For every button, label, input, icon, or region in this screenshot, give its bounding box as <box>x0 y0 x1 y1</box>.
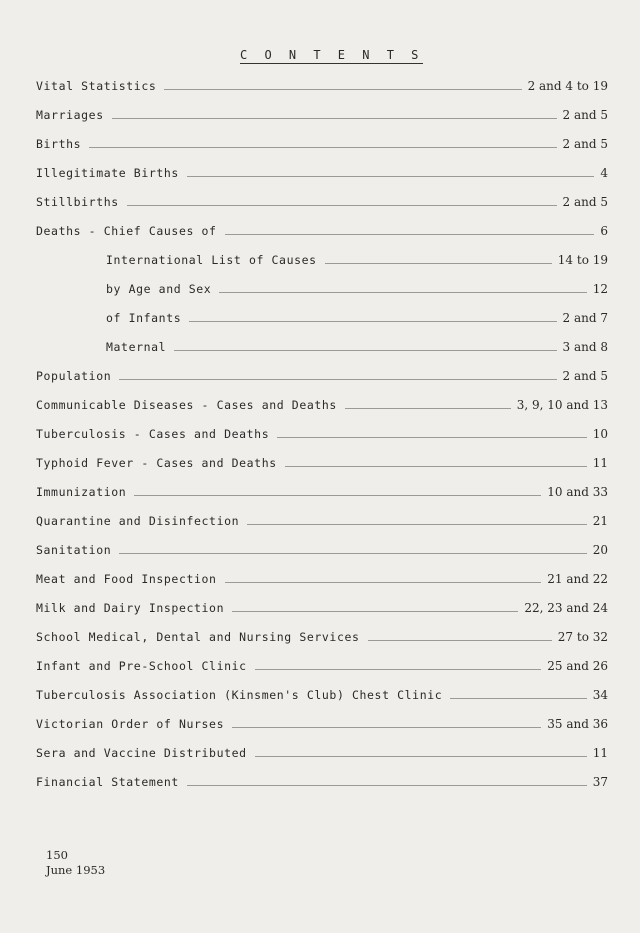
entry-label: School Medical, Dental and Nursing Services <box>36 630 360 644</box>
toc-entry <box>36 395 608 415</box>
toc-entry <box>36 105 608 125</box>
entry-label: Financial Statement <box>36 775 179 789</box>
entry-pages: 3 and 8 <box>562 340 608 354</box>
toc-entry <box>36 76 608 96</box>
entry-pages: 2 and 5 <box>562 195 608 209</box>
dot-leader <box>112 118 557 119</box>
entry-pages: 37 <box>592 775 608 789</box>
entry-pages: 21 <box>592 514 608 528</box>
entry-label: Stillbirths <box>36 195 119 209</box>
entry-pages: 12 <box>592 282 608 296</box>
dot-leader <box>225 234 595 235</box>
entry-label: Vital Statistics <box>36 79 157 93</box>
entry-label: Sanitation <box>36 543 112 557</box>
contents-title: C O N T E N T S <box>240 48 424 62</box>
toc-entry <box>36 453 608 473</box>
entry-label: Milk and Dairy Inspection <box>36 601 225 615</box>
toc-entry <box>36 772 608 792</box>
entry-pages: 34 <box>592 688 608 702</box>
entry-pages: 4 <box>600 166 608 180</box>
toc-entry <box>36 656 608 676</box>
entry-pages: 14 to 19 <box>557 253 608 267</box>
entry-pages: 2 and 5 <box>562 108 608 122</box>
entry-label: Illegitimate Births <box>36 166 179 180</box>
toc-subentry <box>106 250 608 270</box>
entry-label: Marriages <box>36 108 104 122</box>
dot-leader <box>255 756 587 757</box>
entry-pages: 27 to 32 <box>557 630 608 644</box>
entry-label: Tuberculosis Association (Kinsmen's Club) Chest Clinic <box>36 688 443 702</box>
dot-leader <box>164 89 521 90</box>
entry-pages: 21 and 22 <box>547 572 608 586</box>
dot-leader <box>187 785 587 786</box>
dot-leader <box>219 292 586 293</box>
entry-pages: 10 <box>592 427 608 441</box>
toc-entry <box>36 714 608 734</box>
toc-entry <box>36 192 608 212</box>
dot-leader <box>255 669 542 670</box>
toc-entry <box>36 163 608 183</box>
toc-entry <box>36 424 608 444</box>
toc-entry <box>36 685 608 705</box>
entry-label: Sera and Vaccine Distributed <box>36 746 247 760</box>
toc-entry <box>36 598 608 618</box>
entry-label: Meat and Food Inspection <box>36 572 217 586</box>
dot-leader <box>119 379 556 380</box>
dot-leader <box>225 582 542 583</box>
toc-entry <box>36 540 608 560</box>
dot-leader <box>325 263 552 264</box>
entry-pages: 2 and 5 <box>562 137 608 151</box>
entry-label: Infant and Pre-School Clinic <box>36 659 247 673</box>
dot-leader <box>345 408 511 409</box>
entry-label: Births <box>36 137 82 151</box>
dot-leader <box>89 147 556 148</box>
dot-leader <box>134 495 541 496</box>
entry-label: Tuberculosis - Cases and Deaths <box>36 427 270 441</box>
entry-pages: 3, 9, 10 and 13 <box>516 398 608 412</box>
entry-pages: 2 and 4 to 19 <box>527 79 608 93</box>
toc-entry <box>36 627 608 647</box>
entry-pages: 20 <box>592 543 608 557</box>
toc-entry <box>36 511 608 531</box>
entry-pages: 6 <box>600 224 608 238</box>
dot-leader <box>189 321 556 322</box>
dot-leader <box>232 727 541 728</box>
dot-leader <box>277 437 586 438</box>
document-date: June 1953 <box>46 863 106 877</box>
toc-entry <box>36 569 608 589</box>
toc-subentry <box>106 279 608 299</box>
entry-label: Immunization <box>36 485 127 499</box>
dot-leader <box>368 640 552 641</box>
toc-entry <box>36 743 608 763</box>
toc-subentry <box>106 337 608 357</box>
toc-subentry <box>106 308 608 328</box>
dot-leader <box>127 205 557 206</box>
dot-leader <box>450 698 586 699</box>
entry-label: Maternal <box>106 340 167 354</box>
entry-pages: 35 and 36 <box>547 717 608 731</box>
entry-label: by Age and Sex <box>106 282 212 296</box>
toc-entry <box>36 366 608 386</box>
dot-leader <box>174 350 556 351</box>
dot-leader <box>285 466 587 467</box>
toc-entry <box>36 134 608 154</box>
entry-label: Quarantine and Disinfection <box>36 514 240 528</box>
dot-leader <box>232 611 518 612</box>
entry-label: Deaths - Chief Causes of <box>36 224 217 238</box>
entry-pages: 11 <box>592 746 608 760</box>
entry-label: of Infants <box>106 311 182 325</box>
dot-leader <box>187 176 594 177</box>
entry-pages: 11 <box>592 456 608 470</box>
entry-pages: 25 and 26 <box>547 659 608 673</box>
toc-entry <box>36 221 608 241</box>
document-number: 150 <box>46 848 68 862</box>
entry-label: Victorian Order of Nurses <box>36 717 225 731</box>
entry-pages: 2 and 7 <box>562 311 608 325</box>
dot-leader <box>119 553 586 554</box>
entry-pages: 2 and 5 <box>562 369 608 383</box>
entry-label: Communicable Diseases - Cases and Deaths <box>36 398 337 412</box>
toc-entry <box>36 482 608 502</box>
entry-pages: 22, 23 and 24 <box>524 601 608 615</box>
entry-label: International List of Causes <box>106 253 317 267</box>
entry-pages: 10 and 33 <box>547 485 608 499</box>
entry-label: Population <box>36 369 112 383</box>
entry-label: Typhoid Fever - Cases and Deaths <box>36 456 277 470</box>
dot-leader <box>247 524 587 525</box>
